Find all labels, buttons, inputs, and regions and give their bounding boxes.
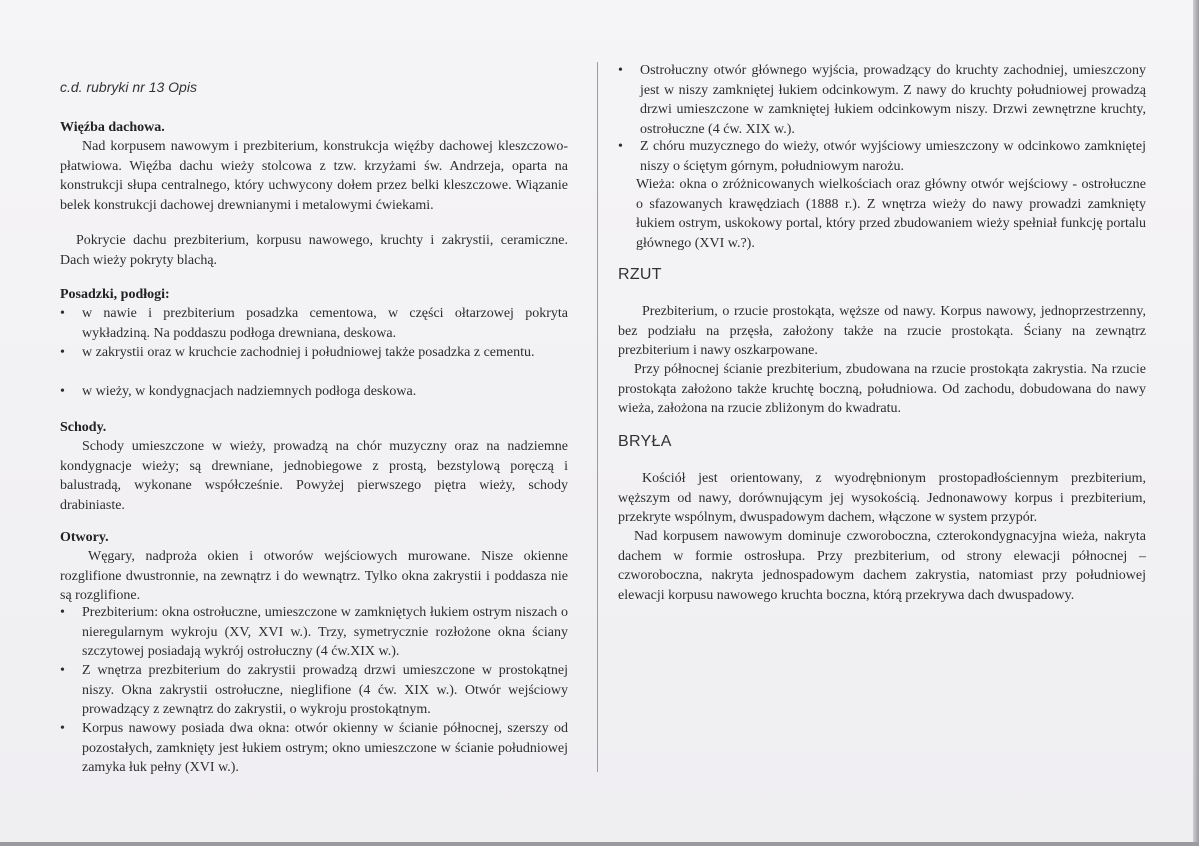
bullet-icon: • — [60, 605, 65, 620]
list-item: • Korpus nawowy posiada dwa okna: otwór okienny w ścianie północnej, szerszy od pozostałych, zamknięty jest łukiem ostrym; okno umieszczone w ścianie południowej zamyka łuk pełny (XVI w.). — [60, 721, 568, 775]
paragraph-otwory: Węgary, nadproża okien i otworów wejściowych murowane. Nisze okienne rozglifione dwustronnie, na zewnątrz i do wewnątrz. Tylko okna zakrystii i poddasza nie są rozglifione. — [60, 549, 568, 603]
heading-otwory: Otwory. — [60, 530, 109, 545]
page-edge-bottom — [0, 842, 1199, 846]
bullet-icon: • — [618, 63, 623, 78]
paragraph-rzut-2: Przy północnej ścianie prezbiterium, zbudowana na rzucie prostokąta zakrystia. Na rzucie prostokąta założono także kruchtę boczną, południowa. Od zachodu, dobudowana do nawy wieża, założona na rzucie zbliżonym do kwadratu. — [618, 362, 1146, 416]
heading-schody: Schody. — [60, 420, 107, 435]
list-item: • w zakrystii oraz w kruchcie zachodniej i południowej także posadzka z cementu. — [60, 343, 568, 363]
list-item: • Z chóru muzycznego do wieży, otwór wyjściowy umieszczony w odcinkowo zamkniętej niszy o ściętym górnym, południowym narożu. — [618, 139, 1146, 174]
column-divider — [597, 62, 598, 772]
paragraph-wieza: Wieża: okna o zróżnicowanych wielkościach oraz główny otwór wejściowy - ostrołuczne o sfazowanych krawędziach (1888 r.). Z wnętrza wieży do nawy prowadzi zamknięty łukiem ostrym, uskokowy portal, który przed zbudowaniem wieży spełniał funkcję portalu głównego (XVI w.?). — [636, 177, 1146, 251]
list-item: • Z wnętrza prezbiterium do zakrystii prowadzą drzwi umieszczone w prostokątnej niszy. Okna zakrystii ostrołuczne, nieglifione (4 ćw. XIX w.). Otwór wejściowy prowadzący z zewnątrz do zakrystii, o wykroju prostokątnym. — [60, 663, 568, 717]
heading-posadzki: Posadzki, podłogi: — [60, 287, 170, 302]
bullet-icon: • — [618, 139, 623, 154]
list-item: • Ostrołuczny otwór głównego wyjścia, prowadzący do kruchty zachodniej, umieszczony jest w niszy zamkniętej łukiem odcinkowym. Z nawy do kruchty południowej prowadzą drzwi umieszczone w zamkniętej łukiem odcinkowym niszy. Drzwi zewnętrzne kruchty, ostrołuczne (4 ćw. XIX w.). — [618, 63, 1146, 137]
list-item: • w wieży, w kondygnacjach nadziemnych podłoga deskowa. — [60, 382, 568, 402]
bullet-icon: • — [60, 306, 65, 321]
bullet-icon: • — [60, 384, 65, 399]
paragraph-rzut-1: Prezbiterium, o rzucie prostokąta, węższe od nawy. Korpus nawowy, jednoprzestrzenny, bez podziału na przęsła, założony także na rzucie prostokąta. Ściany na zewnątrz prezbiterium i nawy oszkarpowane. — [618, 304, 1146, 358]
bullet-icon: • — [60, 721, 65, 736]
rubric-header: c.d. rubryki nr 13 Opis — [60, 79, 197, 95]
paragraph-wiezba-2: Pokrycie dachu prezbiterium, korpusu nawowego, kruchty i zakrystii, ceramiczne. Dach wieży pokryty blachą. — [60, 233, 568, 268]
page-edge-right — [1193, 0, 1199, 846]
paragraph-schody: Schody umieszczone w wieży, prowadzą na chór muzyczny oraz na nadziemne kondygnacje wieży; są drewniane, jednobiegowe z prostą, bezstylową poręczą i balustradą, wykonane współcześnie. Powyżej pierwszego piętra wieży, schody drabiniaste. — [60, 439, 568, 513]
heading-wiezba: Więźba dachowa. — [60, 120, 165, 135]
bullet-icon: • — [60, 345, 65, 360]
list-item: • Prezbiterium: okna ostrołuczne, umieszczone w zamkniętych łukiem ostrym niszach o nieregularnym wykroju (XV, XVI w.). Trzy, symetrycznie rozłożone okna ściany szczytowej posiadają wykrój ostrołuczny (4 ćw.XIX w.). — [60, 605, 568, 659]
list-item: • w nawie i prezbiterium posadzka cementowa, w części ołtarzowej pokryta wykładziną. Na poddaszu podłoga drewniana, deskowa. — [60, 306, 568, 341]
bullet-icon: • — [60, 663, 65, 678]
paragraph-bryla-2: Nad korpusem nawowym dominuje czworoboczna, czterokondygnacyjna wieża, nakryta dachem w formie ostrosłupa. Przy prezbiterium, od strony elewacji północnej – czworoboczna, nakryta jednospadowym dachem zakrystia, natomiast przy południowej elewacji korpusu nawowego kruchta boczna, którą przekrywa dach dwuspadowy. — [618, 529, 1146, 603]
paragraph-bryla-1: Kościół jest orientowany, z wyodrębnionym prostopadłościennym prezbiterium, węższym od nawy, dorównującym jej wysokością. Jednonawowy korpus i prezbiterium, przekryte wspólnym, dwuspadowym dachem, włączone w system przypór. — [618, 471, 1146, 525]
section-title-bryla: BRYŁA — [618, 433, 672, 450]
paragraph-wiezba-1: Nad korpusem nawowym i prezbiterium, konstrukcja więźby dachowej kleszczowo-płatwiowa. Więźba dachu wieży stolcowa z tzw. krzyżami św. Andrzeja, oparta na konstrukcji słupa centralnego, który uchwycony dołem przez belki kleszczowe. Wiązanie belek konstrukcji dachowej drewnianymi i metalowymi ćwiekami. — [60, 139, 568, 213]
section-title-rzut: RZUT — [618, 266, 662, 283]
